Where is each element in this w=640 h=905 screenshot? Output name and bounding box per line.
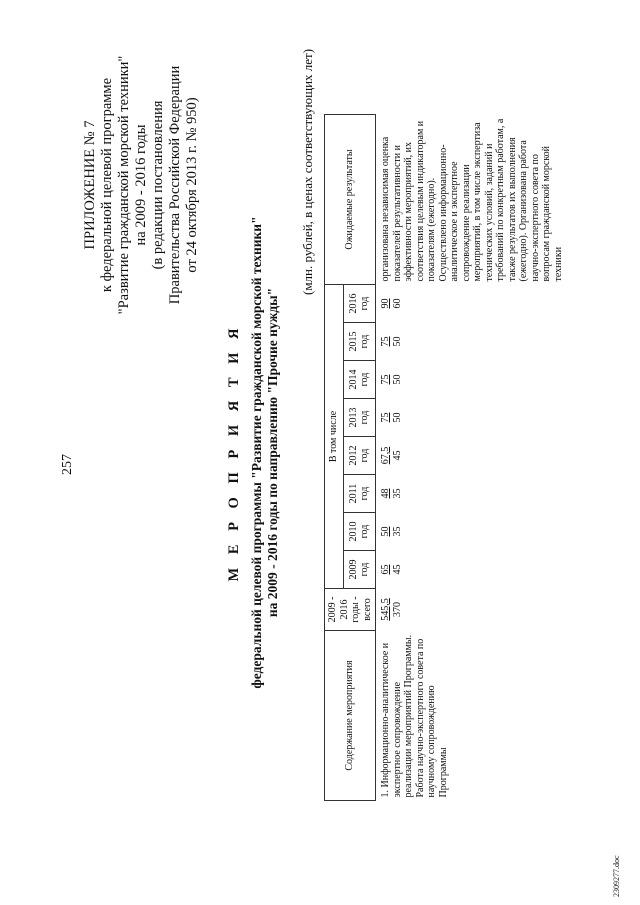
row-2013-value: 50 — [391, 412, 403, 423]
row-total-value: 370 — [391, 602, 403, 617]
row-2009-value: 45 — [391, 564, 403, 575]
header-including: В том числе — [325, 285, 344, 589]
appendix-line: на 2009 - 2016 годы — [133, 124, 149, 246]
row-2012-value: 45 — [391, 450, 403, 461]
row-2012 — [376, 437, 567, 475]
header-year-2014: 2014 год — [343, 361, 375, 399]
header-year-2011: 2011 год — [343, 475, 375, 513]
appendix-block — [82, 25, 201, 345]
row-content: 1. Информационно-аналитическое и экспертное сопровождение реализации мероприятий Программы. Работа научно-экспертного совета по научному сопровождению Программы — [380, 634, 449, 798]
row-2014-value: 50 — [391, 374, 403, 385]
header-year-2013: 2013 год — [343, 399, 375, 437]
header-content: Содержание мероприятия — [325, 631, 376, 801]
title-line-1: федеральной целевой программы "Развитие гражданской морской техники" — [249, 216, 264, 689]
document-id: 2309277.doc — [612, 855, 621, 897]
appendix-line: (в редакции постановления — [150, 100, 166, 270]
row-2010-value: 35 — [391, 526, 403, 537]
table-row — [376, 115, 567, 801]
row-2015-value: 50 — [391, 336, 403, 347]
appendix-line: "Развитие гражданской морской техники" — [116, 55, 132, 315]
header-year-2009: 2009 год — [343, 551, 375, 589]
row-2009-value: 65 — [380, 564, 391, 575]
row-2016 — [376, 285, 567, 323]
row-2013-value: 75 — [380, 412, 391, 423]
row-total-value: 545,5 — [380, 598, 391, 621]
header-year-2012: 2012 год — [343, 437, 375, 475]
row-2011 — [376, 475, 567, 513]
appendix-line: к федеральной целевой программе — [99, 77, 115, 293]
row-2013 — [376, 399, 567, 437]
row-2011-value: 48 — [380, 488, 391, 499]
row-2009 — [376, 551, 567, 589]
header-total: 2009 - 2016 годы - всего — [325, 589, 376, 631]
row-results: организована независимая оценка показателей результативности и эффективности мероприятий, их соответствия целевым индикаторам и показателям (ежегодно). Осуществлено информационно-аналитическое и экспертное сопровождение реализации мероприятий, в том числе экспертиза технических условий, заданий и требований по конкретным работам, а также результатов их выполнения (ежегодно). Организована работа научно-экспертного совета по вопросам гражданской морской техники — [380, 118, 564, 282]
measures-table — [324, 114, 566, 801]
title-subtitle — [249, 0, 281, 905]
appendix-line: Правительства Российской Федерации — [167, 65, 183, 305]
page-number: 257 — [60, 454, 75, 475]
row-2014-value: 75 — [380, 374, 391, 385]
row-total — [376, 589, 567, 631]
appendix-line: от 24 октября 2013 г. № 950) — [184, 97, 200, 273]
row-2015 — [376, 323, 567, 361]
header-results: Ожидаемые результаты — [325, 115, 376, 285]
row-2014 — [376, 361, 567, 399]
row-2012-value: 67,5 — [380, 446, 391, 465]
title-heading: М Е Р О П Р И Я Т И Я — [226, 323, 242, 582]
row-2015-value: 75 — [380, 336, 391, 347]
appendix-line: ПРИЛОЖЕНИЕ № 7 — [82, 120, 98, 250]
row-2011-value: 35 — [391, 488, 403, 499]
title-line-2: на 2009 - 2016 годы по направлению "Прочие нужды" — [265, 287, 280, 618]
header-year-2016: 2016 год — [343, 285, 375, 323]
units-note: (млн. рублей, в ценах соответствующих лет) — [300, 48, 315, 295]
header-year-2010: 2010 год — [343, 513, 375, 551]
row-2016-value: 60 — [391, 298, 403, 309]
row-2016-value: 90 — [380, 298, 391, 309]
row-2010 — [376, 513, 567, 551]
header-year-2015: 2015 год — [343, 323, 375, 361]
document-title — [226, 0, 281, 905]
row-2010-value: 50 — [380, 526, 391, 537]
